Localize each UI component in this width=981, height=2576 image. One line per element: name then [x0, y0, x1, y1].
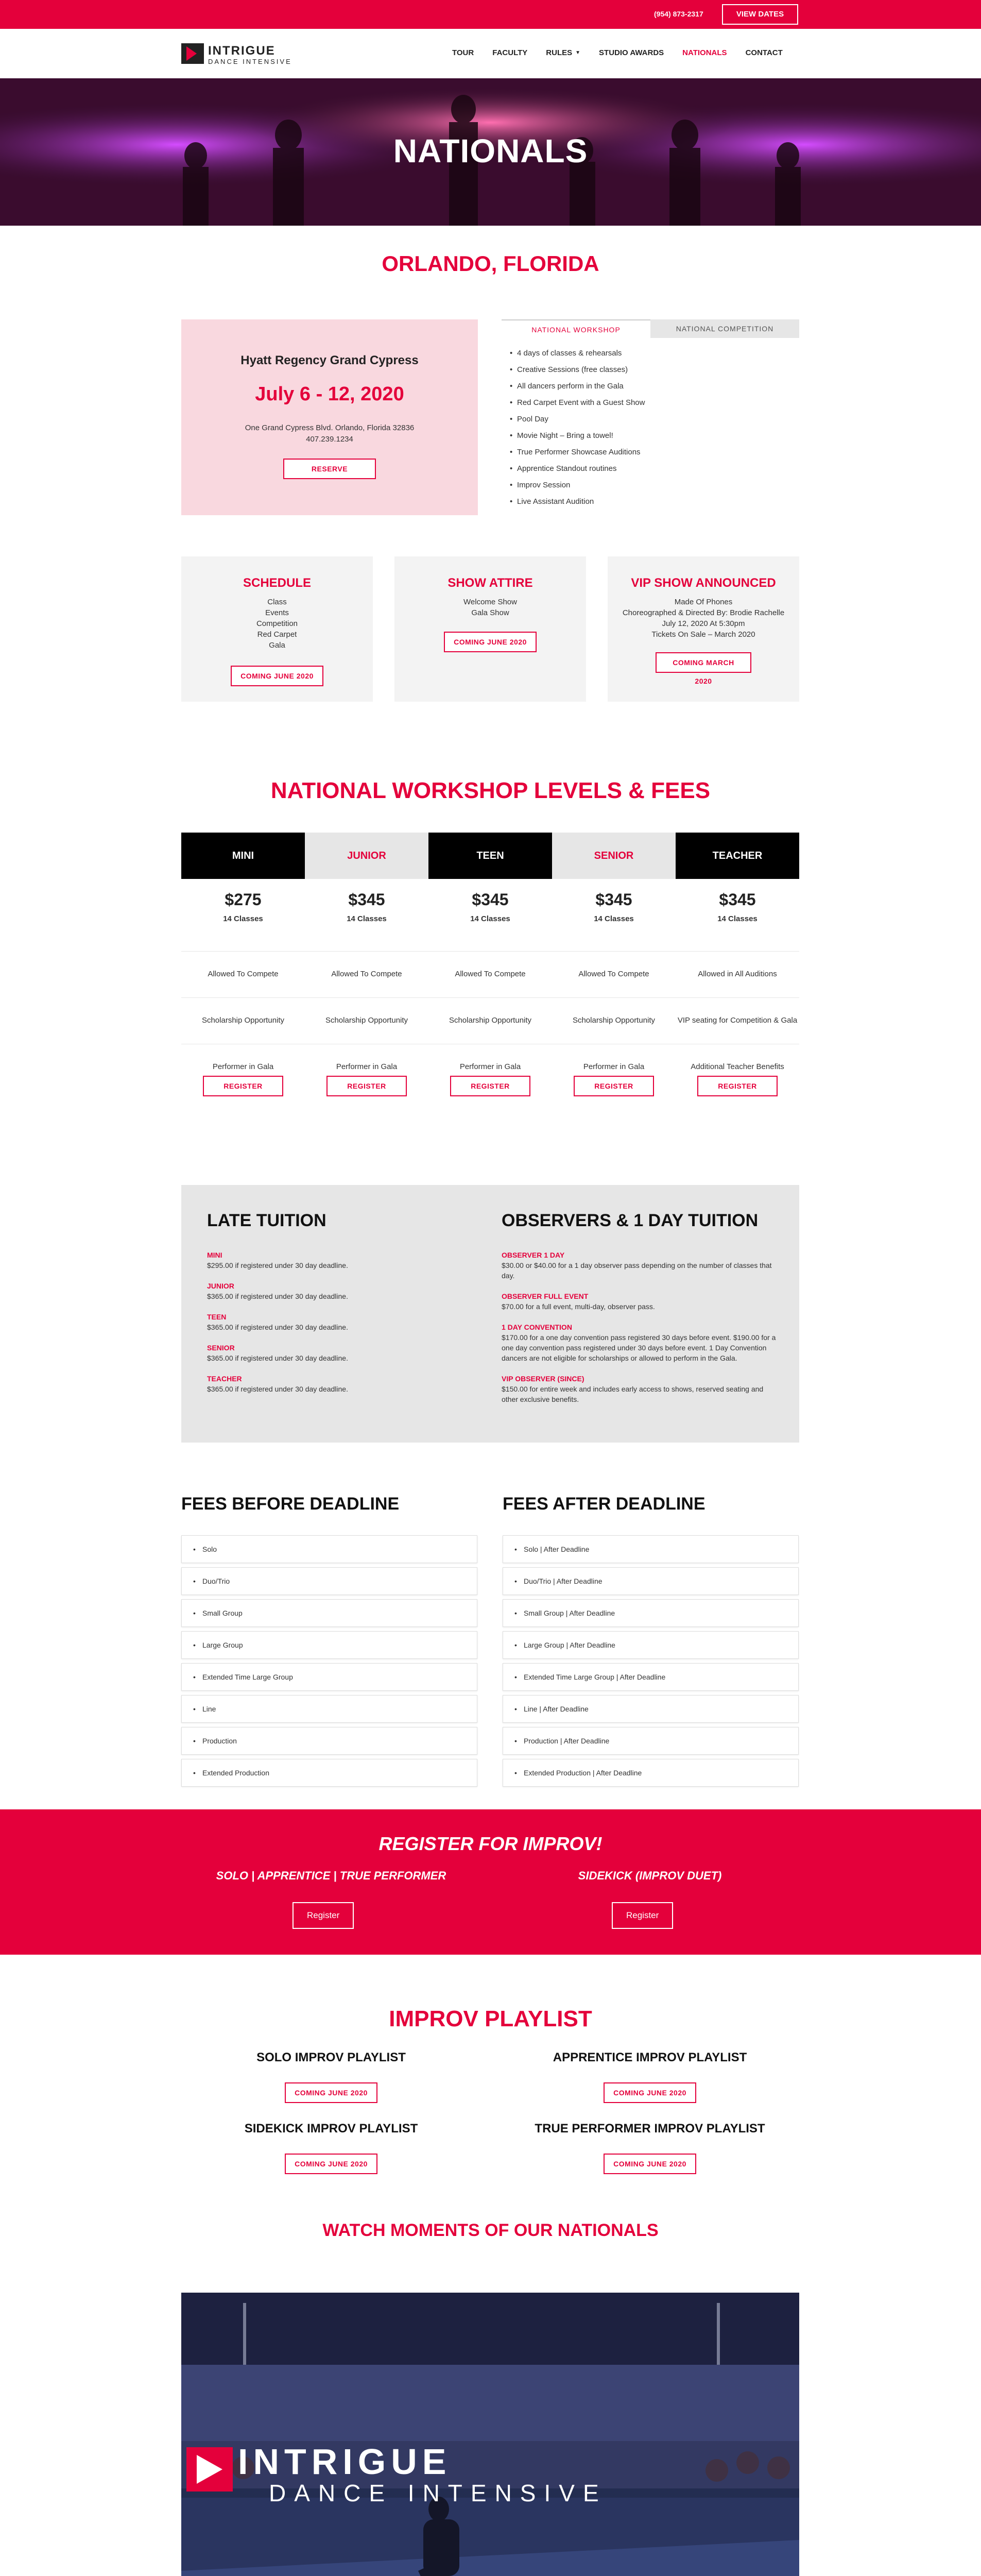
tab-national-workshop[interactable]: NATIONAL WORKSHOP — [502, 319, 650, 338]
fee-price: $345 — [595, 890, 632, 909]
register-teacher-button[interactable]: REGISTER — [697, 1076, 778, 1096]
fee-price: $345 — [719, 890, 756, 909]
video-logo-text: INTRIGUE — [238, 2442, 452, 2482]
video-thumbnail — [181, 2293, 799, 2576]
fee-accordion-item[interactable]: • Small Group | After Deadline — [503, 1599, 799, 1627]
location-title: ORLANDO, FLORIDA — [382, 251, 599, 276]
fee-accordion-item[interactable]: • Extended Production | After Deadline — [503, 1759, 799, 1787]
fees-after-title: FEES AFTER DEADLINE — [503, 1494, 705, 1514]
fee-feature: Additional Teacher Benefits — [676, 1044, 799, 1090]
box-line: Class — [267, 598, 287, 606]
fee-feature: Performer in Gala — [552, 1044, 676, 1090]
playlist-name: APPRENTICE IMPROV PLAYLIST — [553, 2050, 747, 2064]
hero-title: NATIONALS — [393, 132, 588, 170]
nav-rules[interactable]: RULES ▼ — [546, 48, 581, 57]
fee-accordion-item[interactable]: • Line | After Deadline — [503, 1695, 799, 1723]
tuition-label: TEACHER — [207, 1375, 242, 1383]
tuition-text: $30.00 or $40.00 for a 1 day observer pass depending on the number of classes that day. — [502, 1261, 772, 1280]
nav-contact[interactable]: CONTACT — [745, 48, 783, 57]
fee-classes: 14 Classes — [594, 914, 634, 923]
playlist-name: SIDEKICK IMPROV PLAYLIST — [244, 2122, 418, 2136]
tuition-text: $70.00 for a full event, multi-day, observer pass. — [502, 1302, 655, 1311]
fee-accordion-item[interactable]: • Extended Time Large Group | After Deadline — [503, 1663, 799, 1691]
logo-mark-icon — [181, 39, 300, 68]
fee-feature: Allowed To Compete — [552, 951, 676, 997]
list-item: • Red Carpet Event with a Guest Show — [517, 395, 794, 411]
fee-feature: Performer in Gala — [305, 1044, 428, 1090]
fee-accordion-item[interactable]: • Extended Production — [181, 1759, 477, 1787]
tuition-text: $365.00 if registered under 30 day deadline. — [207, 1323, 348, 1331]
schedule-coming-button[interactable]: COMING JUNE 2020 — [231, 666, 323, 686]
playlist-title: IMPROV PLAYLIST — [389, 2006, 592, 2031]
fee-column-mini — [181, 833, 305, 1090]
register-junior-button[interactable]: REGISTER — [326, 1076, 407, 1096]
tab-national-competition[interactable]: NATIONAL COMPETITION — [650, 319, 799, 338]
schedule-box — [181, 556, 373, 702]
fee-classes: 14 Classes — [347, 914, 387, 923]
register-improv-sidekick-button[interactable]: Register — [612, 1902, 673, 1929]
observers-list — [502, 1250, 780, 1404]
fee-column-teen — [428, 833, 552, 1090]
sidekick-playlist-button[interactable]: COMING JUNE 2020 — [285, 2154, 377, 2174]
list-item: • 4 days of classes & rehearsals — [517, 345, 794, 362]
fee-accordion-item[interactable]: • Large Group — [181, 1631, 477, 1659]
fee-feature: Scholarship Opportunity — [181, 997, 305, 1044]
tuition-label: 1 DAY CONVENTION — [502, 1323, 572, 1331]
fee-feature: Scholarship Opportunity — [552, 997, 676, 1044]
top-bar — [0, 0, 981, 29]
fee-accordion-item[interactable]: • Large Group | After Deadline — [503, 1631, 799, 1659]
box-line: Events — [265, 608, 289, 617]
list-item: • Movie Night – Bring a towel! — [517, 428, 794, 444]
box-line: Welcome Show — [463, 598, 517, 606]
fee-classes: 14 Classes — [223, 914, 263, 923]
box-line: Red Carpet — [257, 630, 297, 639]
fee-column-teacher — [676, 833, 799, 1090]
fee-feature: Scholarship Opportunity — [305, 997, 428, 1044]
vip-coming-button[interactable]: COMING MARCH 2020 — [656, 652, 751, 673]
fee-feature: Allowed To Compete — [428, 951, 552, 997]
tuition-text: $295.00 if registered under 30 day deadline. — [207, 1261, 348, 1269]
fee-level-header: SENIOR — [552, 833, 676, 879]
late-tuition-title: LATE TUITION — [207, 1211, 326, 1230]
box-line: Gala Show — [471, 608, 509, 617]
fee-feature: Performer in Gala — [428, 1044, 552, 1090]
fee-accordion-item[interactable]: • Production — [181, 1727, 477, 1755]
register-teen-button[interactable]: REGISTER — [450, 1076, 530, 1096]
nav-tour[interactable]: TOUR — [452, 48, 474, 57]
fee-accordion-item[interactable]: • Solo | After Deadline — [503, 1535, 799, 1563]
list-item: • Creative Sessions (free classes) — [517, 362, 794, 378]
fee-level-header: MINI — [181, 833, 305, 879]
tuition-label: TEEN — [207, 1313, 227, 1321]
fee-price: $275 — [225, 890, 262, 909]
nav-nationals[interactable]: NATIONALS — [682, 48, 727, 57]
tuition-text: $365.00 if registered under 30 day deadline. — [207, 1385, 348, 1393]
tuition-text: $365.00 if registered under 30 day deadline. — [207, 1292, 348, 1300]
register-senior-button[interactable]: REGISTER — [574, 1076, 654, 1096]
tuition-text: $170.00 for a one day convention pass registered 30 days before event. $190.00 for a one day convention pass registered under 30 days before event. 1 Day Convention dancers are not eligible for scholarships or allowed to perform in the Gala. — [502, 1333, 776, 1362]
venue-address: One Grand Cypress Blvd. Orlando, Florida 32836 — [245, 423, 415, 432]
fee-level-header: JUNIOR — [305, 833, 428, 879]
attire-coming-button[interactable]: COMING JUNE 2020 — [444, 632, 537, 652]
fee-accordion-item[interactable]: • Duo/Trio | After Deadline — [503, 1567, 799, 1595]
fee-classes: 14 Classes — [717, 914, 758, 923]
playlist-name: TRUE PERFORMER IMPROV PLAYLIST — [535, 2122, 765, 2136]
box-title: SHOW ATTIRE — [448, 576, 533, 590]
list-item: • True Performer Showcase Auditions — [517, 444, 794, 461]
box-line: Tickets On Sale – March 2020 — [651, 630, 755, 639]
fee-accordion-item[interactable]: • Small Group — [181, 1599, 477, 1627]
tuition-label: JUNIOR — [207, 1282, 234, 1290]
reserve-button[interactable]: RESERVE — [283, 459, 376, 479]
fees-title: NATIONAL WORKSHOP LEVELS & FEES — [270, 778, 711, 803]
box-title: VIP SHOW ANNOUNCED — [631, 576, 776, 590]
tuition-text: $150.00 for entire week and includes early access to shows, reserved seating and other exclusive benefits. — [502, 1385, 764, 1403]
fee-price: $345 — [348, 890, 385, 909]
fee-feature: Performer in Gala — [181, 1044, 305, 1090]
fee-classes: 14 Classes — [470, 914, 510, 923]
box-line: Gala — [269, 641, 285, 650]
chevron-down-icon: ▼ — [575, 50, 581, 56]
apprentice-playlist-button[interactable]: COMING JUNE 2020 — [604, 2082, 696, 2103]
nav-studio-awards[interactable]: STUDIO AWARDS — [599, 48, 664, 57]
box-line: Choreographed & Directed By: Brodie Rachelle — [622, 608, 785, 617]
register-improv-solo-button[interactable]: Register — [292, 1902, 354, 1929]
improv-register-band — [0, 1809, 981, 1955]
fee-accordion-item[interactable]: • Extended Time Large Group — [181, 1663, 477, 1691]
nationals-video[interactable] — [181, 2293, 799, 2576]
venue-name: Hyatt Regency Grand Cypress — [240, 353, 419, 367]
venue-card — [181, 319, 478, 515]
solo-playlist-button[interactable]: COMING JUNE 2020 — [285, 2082, 377, 2103]
fee-price: $345 — [472, 890, 509, 909]
fee-column-senior — [552, 833, 676, 1090]
box-title: SCHEDULE — [243, 576, 311, 590]
register-mini-button[interactable]: REGISTER — [203, 1076, 283, 1096]
list-item: • Live Assistant Audition — [517, 494, 794, 510]
box-line: July 12, 2020 At 5:30pm — [662, 619, 745, 628]
fees-before-title: FEES BEFORE DEADLINE — [181, 1494, 400, 1514]
tuition-panel — [181, 1185, 799, 1443]
fee-accordion-item[interactable]: • Line — [181, 1695, 477, 1723]
tuition-label: SENIOR — [207, 1344, 235, 1352]
list-item: • Apprentice Standout routines — [517, 461, 794, 477]
fee-accordion-item[interactable]: • Solo — [181, 1535, 477, 1563]
svg-text:INTRIGUE: INTRIGUE — [208, 44, 276, 58]
fee-feature: VIP seating for Competition & Gala — [676, 997, 799, 1044]
late-tuition-list — [207, 1250, 454, 1394]
svg-text:DANCE INTENSIVE: DANCE INTENSIVE — [208, 58, 292, 65]
fee-feature: Scholarship Opportunity — [428, 997, 552, 1044]
tuition-label: MINI — [207, 1251, 222, 1259]
fee-feature: Allowed To Compete — [181, 951, 305, 997]
improv-left-label: SOLO | APPRENTICE | TRUE PERFORMER — [216, 1869, 446, 1882]
phone-number[interactable]: (954) 873-2317 — [654, 10, 703, 18]
tuition-label: VIP OBSERVER (SINCE) — [502, 1375, 584, 1383]
site-header — [0, 29, 981, 78]
box-line: Competition — [256, 619, 298, 628]
view-dates-button[interactable]: VIEW DATES — [722, 4, 798, 25]
playlist-name: SOLO IMPROV PLAYLIST — [256, 2050, 406, 2064]
fee-column-junior — [305, 833, 428, 1090]
nav-faculty[interactable]: FACULTY — [492, 48, 528, 57]
list-item: • Pool Day — [517, 411, 794, 428]
show-attire-box — [394, 556, 586, 702]
fee-accordion-item[interactable]: • Duo/Trio — [181, 1567, 477, 1595]
improv-right-label: SIDEKICK (IMPROV DUET) — [578, 1869, 722, 1882]
fee-feature: Allowed in All Auditions — [676, 951, 799, 997]
tuition-text: $365.00 if registered under 30 day deadline. — [207, 1354, 348, 1362]
fee-feature: Allowed To Compete — [305, 951, 428, 997]
logo[interactable] — [181, 39, 300, 68]
fee-level-header: TEACHER — [676, 833, 799, 879]
vip-show-box — [608, 556, 799, 702]
tuition-label: OBSERVER 1 DAY — [502, 1251, 565, 1259]
venue-phone: 407.239.1234 — [306, 435, 353, 444]
hero-banner — [0, 78, 981, 226]
fee-accordion-item[interactable]: • Production | After Deadline — [503, 1727, 799, 1755]
workshop-features — [502, 338, 799, 510]
list-item: • Improv Session — [517, 477, 794, 494]
watch-title: WATCH MOMENTS OF OUR NATIONALS — [322, 2221, 659, 2240]
venue-dates: July 6 - 12, 2020 — [255, 383, 404, 405]
video-logo-subtext: DANCE INTENSIVE — [269, 2480, 607, 2506]
fee-level-header: TEEN — [428, 833, 552, 879]
list-item: • All dancers perform in the Gala — [517, 378, 794, 395]
box-line: Made Of Phones — [674, 598, 733, 606]
improv-title: REGISTER FOR IMPROV! — [378, 1833, 603, 1854]
observers-title: OBSERVERS & 1 DAY TUITION — [502, 1211, 759, 1230]
main-nav — [443, 48, 792, 57]
true-performer-playlist-button[interactable]: COMING JUNE 2020 — [604, 2154, 696, 2174]
workshop-tabs — [502, 319, 799, 510]
tuition-label: OBSERVER FULL EVENT — [502, 1292, 589, 1300]
